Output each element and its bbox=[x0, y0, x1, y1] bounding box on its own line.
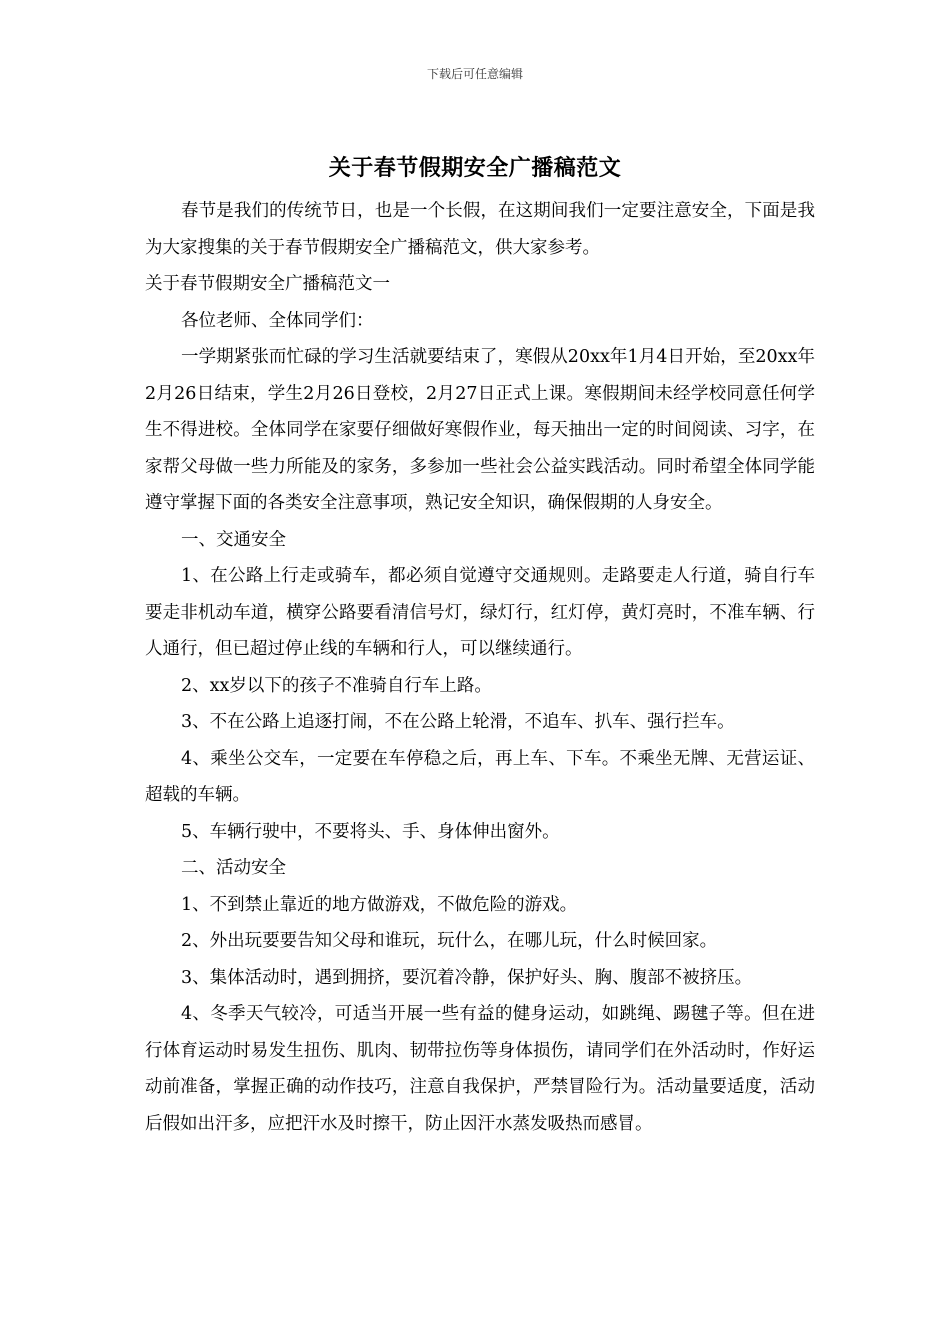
header-note: 下载后可任意编辑 bbox=[426, 67, 523, 81]
list-item: 5、车辆行驶中，不要将头、手、身体伸出窗外。 bbox=[181, 821, 560, 842]
document-title: 关于春节假期安全广播稿范文 bbox=[328, 155, 622, 181]
list-item: 3、不在公路上追逐打闹，不在公路上轮滑，不追车、扒车、强行拦车。 bbox=[181, 712, 735, 732]
intro-paragraph: 春节是我们的传统节日，也是一个长假，在这期间我们一定要注意安全，下面是我为大家搜集的关于春节假期安全广播稿范文，供大家参考。 bbox=[145, 201, 815, 258]
salutation: 各位老师、全体同学们： bbox=[181, 310, 374, 331]
subsection-heading-activity: 二、活动安全 bbox=[181, 858, 286, 878]
section-heading: 关于春节假期安全广播稿范文一 bbox=[145, 274, 390, 294]
body-paragraph: 一学期紧张而忙碌的学习生活就要结束了，寒假从20xx年1月4日开始，至20xx年2月26日结束，学生2月26日登校，2月27日正式上课。寒假期间未经学校同意任何学生不得进校。全体同学在家要仔细做好寒假作业，每天抽出一定的时间阅读、习字，在家帮父母做一些力所能及的家务，多参加一些社会公益实践活动。同时希望全体同学能遵守掌握下面的各类安全注意事项，熟记安全知识，确保假期的人身安全。 bbox=[145, 347, 815, 513]
list-item: 1、在公路上行走或骑车，都必须自觉遵守交通规则。走路要走人行道，骑自行车要走非机动车道，横穿公路要看清信号灯，绿灯行，红灯停，黄灯亮时，不准车辆、行人通行，但已超过停止线的车辆和行人，可以继续通行。 bbox=[145, 566, 815, 659]
list-item: 2、xx岁以下的孩子不准骑自行车上路。 bbox=[181, 675, 492, 696]
list-item: 2、外出玩要要告知父母和谁玩，玩什么，在哪儿玩，什么时候回家。 bbox=[181, 931, 718, 951]
document-body bbox=[145, 193, 815, 1142]
list-item: 4、乘坐公交车，一定要在车停稳之后，再上车、下车。不乘坐无牌、无营运证、超载的车辆。 bbox=[145, 748, 815, 805]
list-item: 3、集体活动时，遇到拥挤，要沉着冷静，保护好头、胸、腹部不被挤压。 bbox=[181, 967, 753, 988]
list-item: 1、不到禁止靠近的地方做游戏，不做危险的游戏。 bbox=[181, 894, 578, 915]
subsection-heading-traffic: 一、交通安全 bbox=[181, 529, 286, 550]
list-item: 4、冬季天气较冷，可适当开展一些有益的健身运动，如跳绳、踢毽子等。但在进行体育运动时易发生扭伤、肌肉、韧带拉伤等身体损伤，请同学们在外活动时，作好运动前准备，掌握正确的动作技巧，注意自我保护，严禁冒险行为。活动量要适度，活动后假如出汗多，应把汗水及时擦干，防止因汗水蒸发吸热而感冒。 bbox=[145, 1004, 815, 1134]
